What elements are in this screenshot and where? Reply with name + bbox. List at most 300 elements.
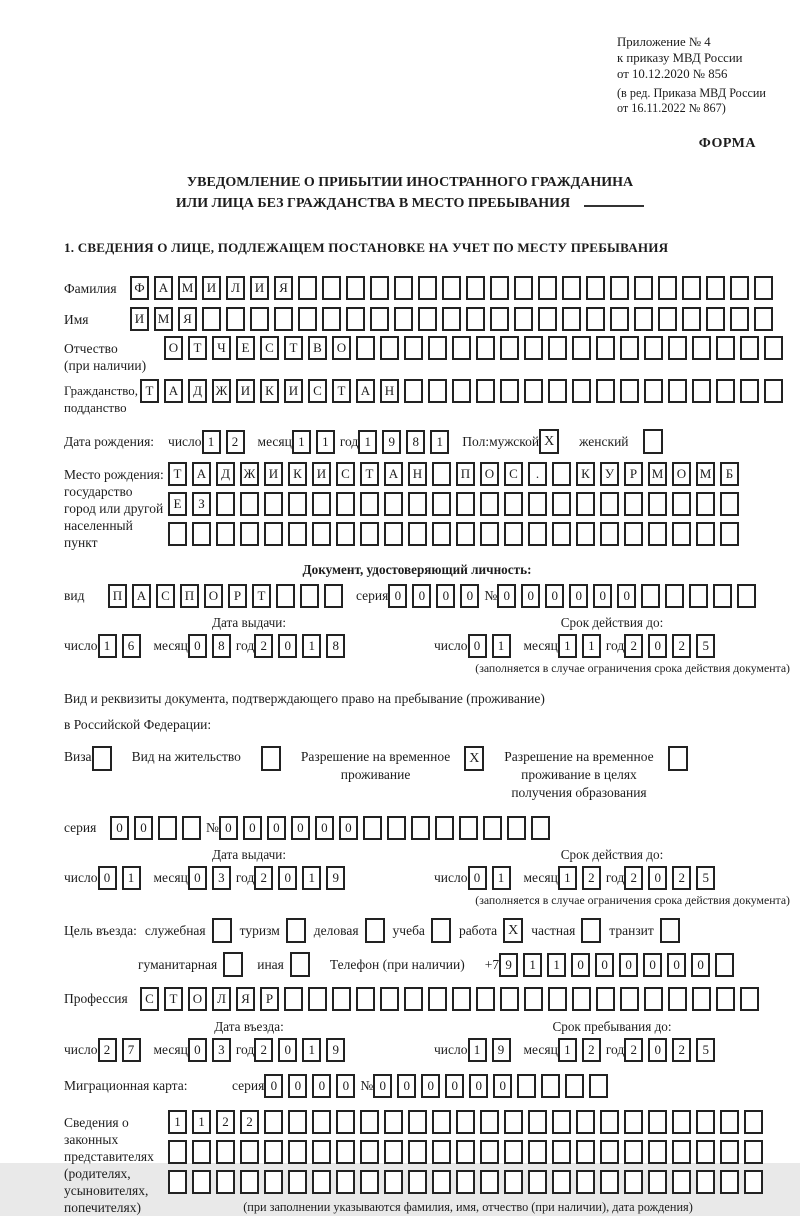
char-cell[interactable]: И	[202, 276, 221, 300]
char-cell[interactable]	[324, 584, 343, 608]
char-cell[interactable]	[168, 1140, 187, 1164]
char-cell[interactable]	[528, 1170, 547, 1194]
char-cell[interactable]	[432, 522, 451, 546]
char-cell[interactable]	[312, 1170, 331, 1194]
char-cell[interactable]	[565, 1074, 584, 1098]
char-cell[interactable]	[504, 1110, 523, 1134]
char-cell[interactable]: Ч	[212, 336, 231, 360]
char-cell[interactable]: А	[164, 379, 183, 403]
char-cell[interactable]	[394, 307, 413, 331]
char-cell[interactable]	[644, 336, 663, 360]
char-cell[interactable]: 3	[212, 1038, 231, 1062]
purpose-private-checkbox[interactable]	[581, 918, 601, 943]
char-cell[interactable]	[504, 522, 523, 546]
char-cell[interactable]: А	[192, 462, 211, 486]
char-cell[interactable]	[538, 307, 557, 331]
char-cell[interactable]: И	[236, 379, 255, 403]
char-cell[interactable]	[658, 307, 677, 331]
char-cell[interactable]: 9	[326, 1038, 345, 1062]
char-cell[interactable]: М	[178, 276, 197, 300]
char-cell[interactable]: С	[336, 462, 355, 486]
char-cell[interactable]: Б	[720, 462, 739, 486]
char-cell[interactable]: Е	[168, 492, 187, 516]
char-cell[interactable]	[356, 336, 375, 360]
char-cell[interactable]	[514, 307, 533, 331]
char-cell[interactable]	[720, 1140, 739, 1164]
char-cell[interactable]	[552, 1140, 571, 1164]
char-cell[interactable]	[524, 987, 543, 1011]
purpose-transit-checkbox[interactable]	[660, 918, 680, 943]
char-cell[interactable]	[634, 276, 653, 300]
char-cell[interactable]: 1	[192, 1110, 211, 1134]
char-cell[interactable]: А	[384, 462, 403, 486]
char-cell[interactable]	[264, 522, 283, 546]
char-cell[interactable]: Р	[260, 987, 279, 1011]
char-cell[interactable]: 2	[216, 1110, 235, 1134]
char-cell[interactable]: 0	[315, 816, 334, 840]
char-cell[interactable]	[442, 276, 461, 300]
char-cell[interactable]: 9	[492, 1038, 511, 1062]
char-cell[interactable]	[476, 987, 495, 1011]
char-cell[interactable]	[740, 336, 759, 360]
char-cell[interactable]	[672, 522, 691, 546]
char-cell[interactable]: 2	[226, 430, 245, 454]
char-cell[interactable]	[360, 1110, 379, 1134]
char-cell[interactable]	[524, 336, 543, 360]
char-cell[interactable]	[692, 336, 711, 360]
char-cell[interactable]: О	[672, 462, 691, 486]
char-cell[interactable]: 7	[122, 1038, 141, 1062]
char-cell[interactable]	[576, 1140, 595, 1164]
char-cell[interactable]	[360, 1170, 379, 1194]
char-cell[interactable]	[459, 816, 478, 840]
char-cell[interactable]	[610, 276, 629, 300]
char-cell[interactable]	[428, 336, 447, 360]
char-cell[interactable]	[596, 987, 615, 1011]
char-cell[interactable]	[408, 1170, 427, 1194]
char-cell[interactable]	[216, 1170, 235, 1194]
char-cell[interactable]	[408, 1140, 427, 1164]
char-cell[interactable]: 1	[547, 953, 566, 977]
char-cell[interactable]: 1	[558, 634, 577, 658]
char-cell[interactable]	[528, 1110, 547, 1134]
char-cell[interactable]: 0	[595, 953, 614, 977]
char-cell[interactable]: 6	[122, 634, 141, 658]
char-cell[interactable]	[384, 1170, 403, 1194]
char-cell[interactable]	[624, 492, 643, 516]
char-cell[interactable]: 0	[497, 584, 516, 608]
char-cell[interactable]: 0	[264, 1074, 283, 1098]
char-cell[interactable]	[648, 1170, 667, 1194]
char-cell[interactable]: 0	[110, 816, 129, 840]
char-cell[interactable]: 2	[624, 1038, 643, 1062]
char-cell[interactable]	[432, 462, 451, 486]
char-cell[interactable]	[480, 492, 499, 516]
char-cell[interactable]: 2	[582, 866, 601, 890]
char-cell[interactable]: 0	[469, 1074, 488, 1098]
char-cell[interactable]	[480, 522, 499, 546]
char-cell[interactable]: 0	[412, 584, 431, 608]
char-cell[interactable]	[644, 379, 663, 403]
char-cell[interactable]	[274, 307, 293, 331]
char-cell[interactable]	[658, 276, 677, 300]
char-cell[interactable]	[300, 584, 319, 608]
char-cell[interactable]: 1	[292, 430, 311, 454]
char-cell[interactable]	[192, 522, 211, 546]
char-cell[interactable]	[500, 336, 519, 360]
char-cell[interactable]	[432, 1110, 451, 1134]
char-cell[interactable]: 0	[267, 816, 286, 840]
char-cell[interactable]	[552, 492, 571, 516]
char-cell[interactable]: 8	[326, 634, 345, 658]
char-cell[interactable]: С	[156, 584, 175, 608]
char-cell[interactable]	[456, 1170, 475, 1194]
char-cell[interactable]: К	[576, 462, 595, 486]
char-cell[interactable]: 1	[358, 430, 377, 454]
char-cell[interactable]	[528, 522, 547, 546]
char-cell[interactable]	[624, 1110, 643, 1134]
char-cell[interactable]	[264, 1140, 283, 1164]
char-cell[interactable]: 0	[521, 584, 540, 608]
char-cell[interactable]: Д	[188, 379, 207, 403]
char-cell[interactable]: Т	[252, 584, 271, 608]
edu-permit-checkbox[interactable]	[668, 746, 688, 771]
char-cell[interactable]: 0	[288, 1074, 307, 1098]
char-cell[interactable]	[600, 1170, 619, 1194]
char-cell[interactable]: М	[648, 462, 667, 486]
char-cell[interactable]: 5	[696, 634, 715, 658]
char-cell[interactable]	[500, 987, 519, 1011]
char-cell[interactable]	[312, 522, 331, 546]
char-cell[interactable]: 5	[696, 1038, 715, 1062]
char-cell[interactable]	[740, 987, 759, 1011]
char-cell[interactable]: 0	[278, 866, 297, 890]
char-cell[interactable]: 0	[436, 584, 455, 608]
char-cell[interactable]	[689, 584, 708, 608]
char-cell[interactable]	[665, 584, 684, 608]
char-cell[interactable]	[531, 816, 550, 840]
char-cell[interactable]	[634, 307, 653, 331]
char-cell[interactable]	[483, 816, 502, 840]
char-cell[interactable]: В	[308, 336, 327, 360]
char-cell[interactable]	[720, 492, 739, 516]
char-cell[interactable]: 5	[696, 866, 715, 890]
char-cell[interactable]	[641, 584, 660, 608]
sex-male-checkbox[interactable]: X	[539, 429, 559, 454]
char-cell[interactable]	[682, 307, 701, 331]
char-cell[interactable]	[624, 1140, 643, 1164]
char-cell[interactable]	[480, 1140, 499, 1164]
char-cell[interactable]: 9	[499, 953, 518, 977]
char-cell[interactable]	[336, 1170, 355, 1194]
char-cell[interactable]	[346, 307, 365, 331]
char-cell[interactable]: 8	[406, 430, 425, 454]
char-cell[interactable]: 3	[212, 866, 231, 890]
char-cell[interactable]: 0	[188, 1038, 207, 1062]
char-cell[interactable]: 0	[643, 953, 662, 977]
char-cell[interactable]	[576, 1170, 595, 1194]
char-cell[interactable]	[668, 987, 687, 1011]
char-cell[interactable]	[360, 1140, 379, 1164]
char-cell[interactable]	[541, 1074, 560, 1098]
char-cell[interactable]: М	[154, 307, 173, 331]
char-cell[interactable]	[452, 336, 471, 360]
char-cell[interactable]: З	[192, 492, 211, 516]
char-cell[interactable]	[158, 816, 177, 840]
char-cell[interactable]: Я	[236, 987, 255, 1011]
char-cell[interactable]	[336, 1140, 355, 1164]
char-cell[interactable]: 0	[571, 953, 590, 977]
char-cell[interactable]	[312, 1140, 331, 1164]
char-cell[interactable]: 1	[430, 430, 449, 454]
char-cell[interactable]: 0	[569, 584, 588, 608]
char-cell[interactable]	[576, 1110, 595, 1134]
char-cell[interactable]	[696, 1110, 715, 1134]
char-cell[interactable]: 8	[212, 634, 231, 658]
char-cell[interactable]: А	[154, 276, 173, 300]
char-cell[interactable]	[596, 336, 615, 360]
char-cell[interactable]	[240, 1140, 259, 1164]
char-cell[interactable]	[202, 307, 221, 331]
char-cell[interactable]: И	[264, 462, 283, 486]
char-cell[interactable]	[356, 987, 375, 1011]
sex-female-checkbox[interactable]	[643, 429, 663, 454]
char-cell[interactable]	[192, 1140, 211, 1164]
char-cell[interactable]: 0	[648, 1038, 667, 1062]
char-cell[interactable]: Ж	[212, 379, 231, 403]
char-cell[interactable]: Т	[360, 462, 379, 486]
char-cell[interactable]: 1	[122, 866, 141, 890]
char-cell[interactable]	[754, 307, 773, 331]
char-cell[interactable]	[600, 522, 619, 546]
char-cell[interactable]	[322, 307, 341, 331]
char-cell[interactable]: 1	[558, 866, 577, 890]
char-cell[interactable]: К	[260, 379, 279, 403]
char-cell[interactable]: 0	[691, 953, 710, 977]
char-cell[interactable]	[336, 1110, 355, 1134]
char-cell[interactable]: 2	[582, 1038, 601, 1062]
char-cell[interactable]: У	[600, 462, 619, 486]
char-cell[interactable]: О	[204, 584, 223, 608]
char-cell[interactable]: .	[528, 462, 547, 486]
char-cell[interactable]: Ф	[130, 276, 149, 300]
char-cell[interactable]: 0	[445, 1074, 464, 1098]
char-cell[interactable]: 1	[582, 634, 601, 658]
char-cell[interactable]: 2	[672, 634, 691, 658]
char-cell[interactable]	[672, 492, 691, 516]
char-cell[interactable]: 1	[168, 1110, 187, 1134]
char-cell[interactable]: И	[250, 276, 269, 300]
char-cell[interactable]: О	[188, 987, 207, 1011]
char-cell[interactable]	[620, 987, 639, 1011]
char-cell[interactable]: 0	[421, 1074, 440, 1098]
char-cell[interactable]	[428, 379, 447, 403]
char-cell[interactable]	[754, 276, 773, 300]
char-cell[interactable]: 1	[302, 1038, 321, 1062]
char-cell[interactable]: 9	[326, 866, 345, 890]
char-cell[interactable]: 1	[523, 953, 542, 977]
purpose-business-checkbox[interactable]	[365, 918, 385, 943]
char-cell[interactable]	[572, 336, 591, 360]
char-cell[interactable]	[648, 492, 667, 516]
char-cell[interactable]	[216, 492, 235, 516]
char-cell[interactable]: 2	[254, 866, 273, 890]
char-cell[interactable]	[408, 1110, 427, 1134]
char-cell[interactable]	[706, 307, 725, 331]
char-cell[interactable]	[312, 492, 331, 516]
char-cell[interactable]	[360, 522, 379, 546]
char-cell[interactable]	[562, 276, 581, 300]
char-cell[interactable]: 0	[468, 866, 487, 890]
char-cell[interactable]	[370, 276, 389, 300]
char-cell[interactable]	[480, 1170, 499, 1194]
char-cell[interactable]	[288, 1110, 307, 1134]
char-cell[interactable]: 2	[98, 1038, 117, 1062]
char-cell[interactable]: Е	[236, 336, 255, 360]
char-cell[interactable]	[668, 379, 687, 403]
char-cell[interactable]: Ж	[240, 462, 259, 486]
char-cell[interactable]	[692, 379, 711, 403]
char-cell[interactable]: 0	[98, 866, 117, 890]
char-cell[interactable]	[620, 336, 639, 360]
char-cell[interactable]	[586, 307, 605, 331]
char-cell[interactable]: Р	[624, 462, 643, 486]
char-cell[interactable]	[648, 1110, 667, 1134]
char-cell[interactable]	[332, 987, 351, 1011]
char-cell[interactable]	[288, 492, 307, 516]
char-cell[interactable]: 1	[316, 430, 335, 454]
char-cell[interactable]	[600, 492, 619, 516]
visa-checkbox[interactable]	[92, 746, 112, 771]
char-cell[interactable]	[456, 492, 475, 516]
char-cell[interactable]	[720, 1170, 739, 1194]
char-cell[interactable]: Л	[226, 276, 245, 300]
char-cell[interactable]: 0	[468, 634, 487, 658]
char-cell[interactable]	[716, 336, 735, 360]
char-cell[interactable]: 2	[254, 1038, 273, 1062]
char-cell[interactable]: 1	[98, 634, 117, 658]
char-cell[interactable]: Я	[274, 276, 293, 300]
char-cell[interactable]	[370, 307, 389, 331]
char-cell[interactable]	[226, 307, 245, 331]
char-cell[interactable]	[586, 276, 605, 300]
char-cell[interactable]	[476, 379, 495, 403]
char-cell[interactable]	[528, 1140, 547, 1164]
char-cell[interactable]	[435, 816, 454, 840]
char-cell[interactable]: И	[130, 307, 149, 331]
char-cell[interactable]	[264, 1110, 283, 1134]
char-cell[interactable]	[404, 336, 423, 360]
char-cell[interactable]	[240, 1170, 259, 1194]
char-cell[interactable]	[672, 1140, 691, 1164]
char-cell[interactable]	[648, 1140, 667, 1164]
char-cell[interactable]: 0	[219, 816, 238, 840]
char-cell[interactable]: 0	[388, 584, 407, 608]
char-cell[interactable]	[596, 379, 615, 403]
char-cell[interactable]	[394, 276, 413, 300]
char-cell[interactable]	[288, 1170, 307, 1194]
char-cell[interactable]: 0	[460, 584, 479, 608]
char-cell[interactable]	[284, 987, 303, 1011]
char-cell[interactable]	[672, 1170, 691, 1194]
char-cell[interactable]	[644, 987, 663, 1011]
char-cell[interactable]	[346, 276, 365, 300]
char-cell[interactable]	[548, 336, 567, 360]
char-cell[interactable]	[336, 492, 355, 516]
char-cell[interactable]	[696, 522, 715, 546]
char-cell[interactable]	[384, 492, 403, 516]
char-cell[interactable]	[432, 492, 451, 516]
char-cell[interactable]: 0	[312, 1074, 331, 1098]
char-cell[interactable]	[514, 276, 533, 300]
char-cell[interactable]	[168, 1170, 187, 1194]
char-cell[interactable]: 2	[624, 634, 643, 658]
char-cell[interactable]: 1	[558, 1038, 577, 1062]
char-cell[interactable]	[706, 276, 725, 300]
char-cell[interactable]: С	[308, 379, 327, 403]
char-cell[interactable]	[240, 492, 259, 516]
char-cell[interactable]: 0	[291, 816, 310, 840]
char-cell[interactable]	[507, 816, 526, 840]
char-cell[interactable]	[552, 1170, 571, 1194]
char-cell[interactable]: 2	[672, 1038, 691, 1062]
char-cell[interactable]	[624, 522, 643, 546]
char-cell[interactable]: Я	[178, 307, 197, 331]
char-cell[interactable]: 1	[302, 866, 321, 890]
char-cell[interactable]	[620, 379, 639, 403]
char-cell[interactable]: 1	[302, 634, 321, 658]
char-cell[interactable]	[404, 379, 423, 403]
char-cell[interactable]: Р	[228, 584, 247, 608]
char-cell[interactable]	[504, 1140, 523, 1164]
char-cell[interactable]: Д	[216, 462, 235, 486]
char-cell[interactable]	[408, 492, 427, 516]
char-cell[interactable]: И	[284, 379, 303, 403]
char-cell[interactable]: М	[696, 462, 715, 486]
char-cell[interactable]	[713, 584, 732, 608]
char-cell[interactable]: 0	[336, 1074, 355, 1098]
char-cell[interactable]	[576, 492, 595, 516]
char-cell[interactable]	[548, 987, 567, 1011]
char-cell[interactable]	[552, 462, 571, 486]
char-cell[interactable]	[696, 1170, 715, 1194]
char-cell[interactable]: К	[288, 462, 307, 486]
char-cell[interactable]	[432, 1170, 451, 1194]
char-cell[interactable]	[548, 379, 567, 403]
char-cell[interactable]: 0	[648, 634, 667, 658]
char-cell[interactable]	[538, 276, 557, 300]
char-cell[interactable]: Т	[164, 987, 183, 1011]
char-cell[interactable]	[562, 307, 581, 331]
char-cell[interactable]	[764, 336, 783, 360]
purpose-humanitarian-checkbox[interactable]	[223, 952, 243, 977]
purpose-work-checkbox[interactable]: X	[503, 918, 523, 943]
char-cell[interactable]	[308, 987, 327, 1011]
char-cell[interactable]: 1	[492, 866, 511, 890]
char-cell[interactable]: 9	[382, 430, 401, 454]
char-cell[interactable]	[387, 816, 406, 840]
char-cell[interactable]	[504, 1170, 523, 1194]
char-cell[interactable]: Л	[212, 987, 231, 1011]
char-cell[interactable]	[624, 1170, 643, 1194]
char-cell[interactable]	[428, 987, 447, 1011]
char-cell[interactable]	[764, 379, 783, 403]
char-cell[interactable]: 2	[240, 1110, 259, 1134]
char-cell[interactable]	[276, 584, 295, 608]
char-cell[interactable]	[576, 522, 595, 546]
char-cell[interactable]: 0	[648, 866, 667, 890]
char-cell[interactable]	[363, 816, 382, 840]
